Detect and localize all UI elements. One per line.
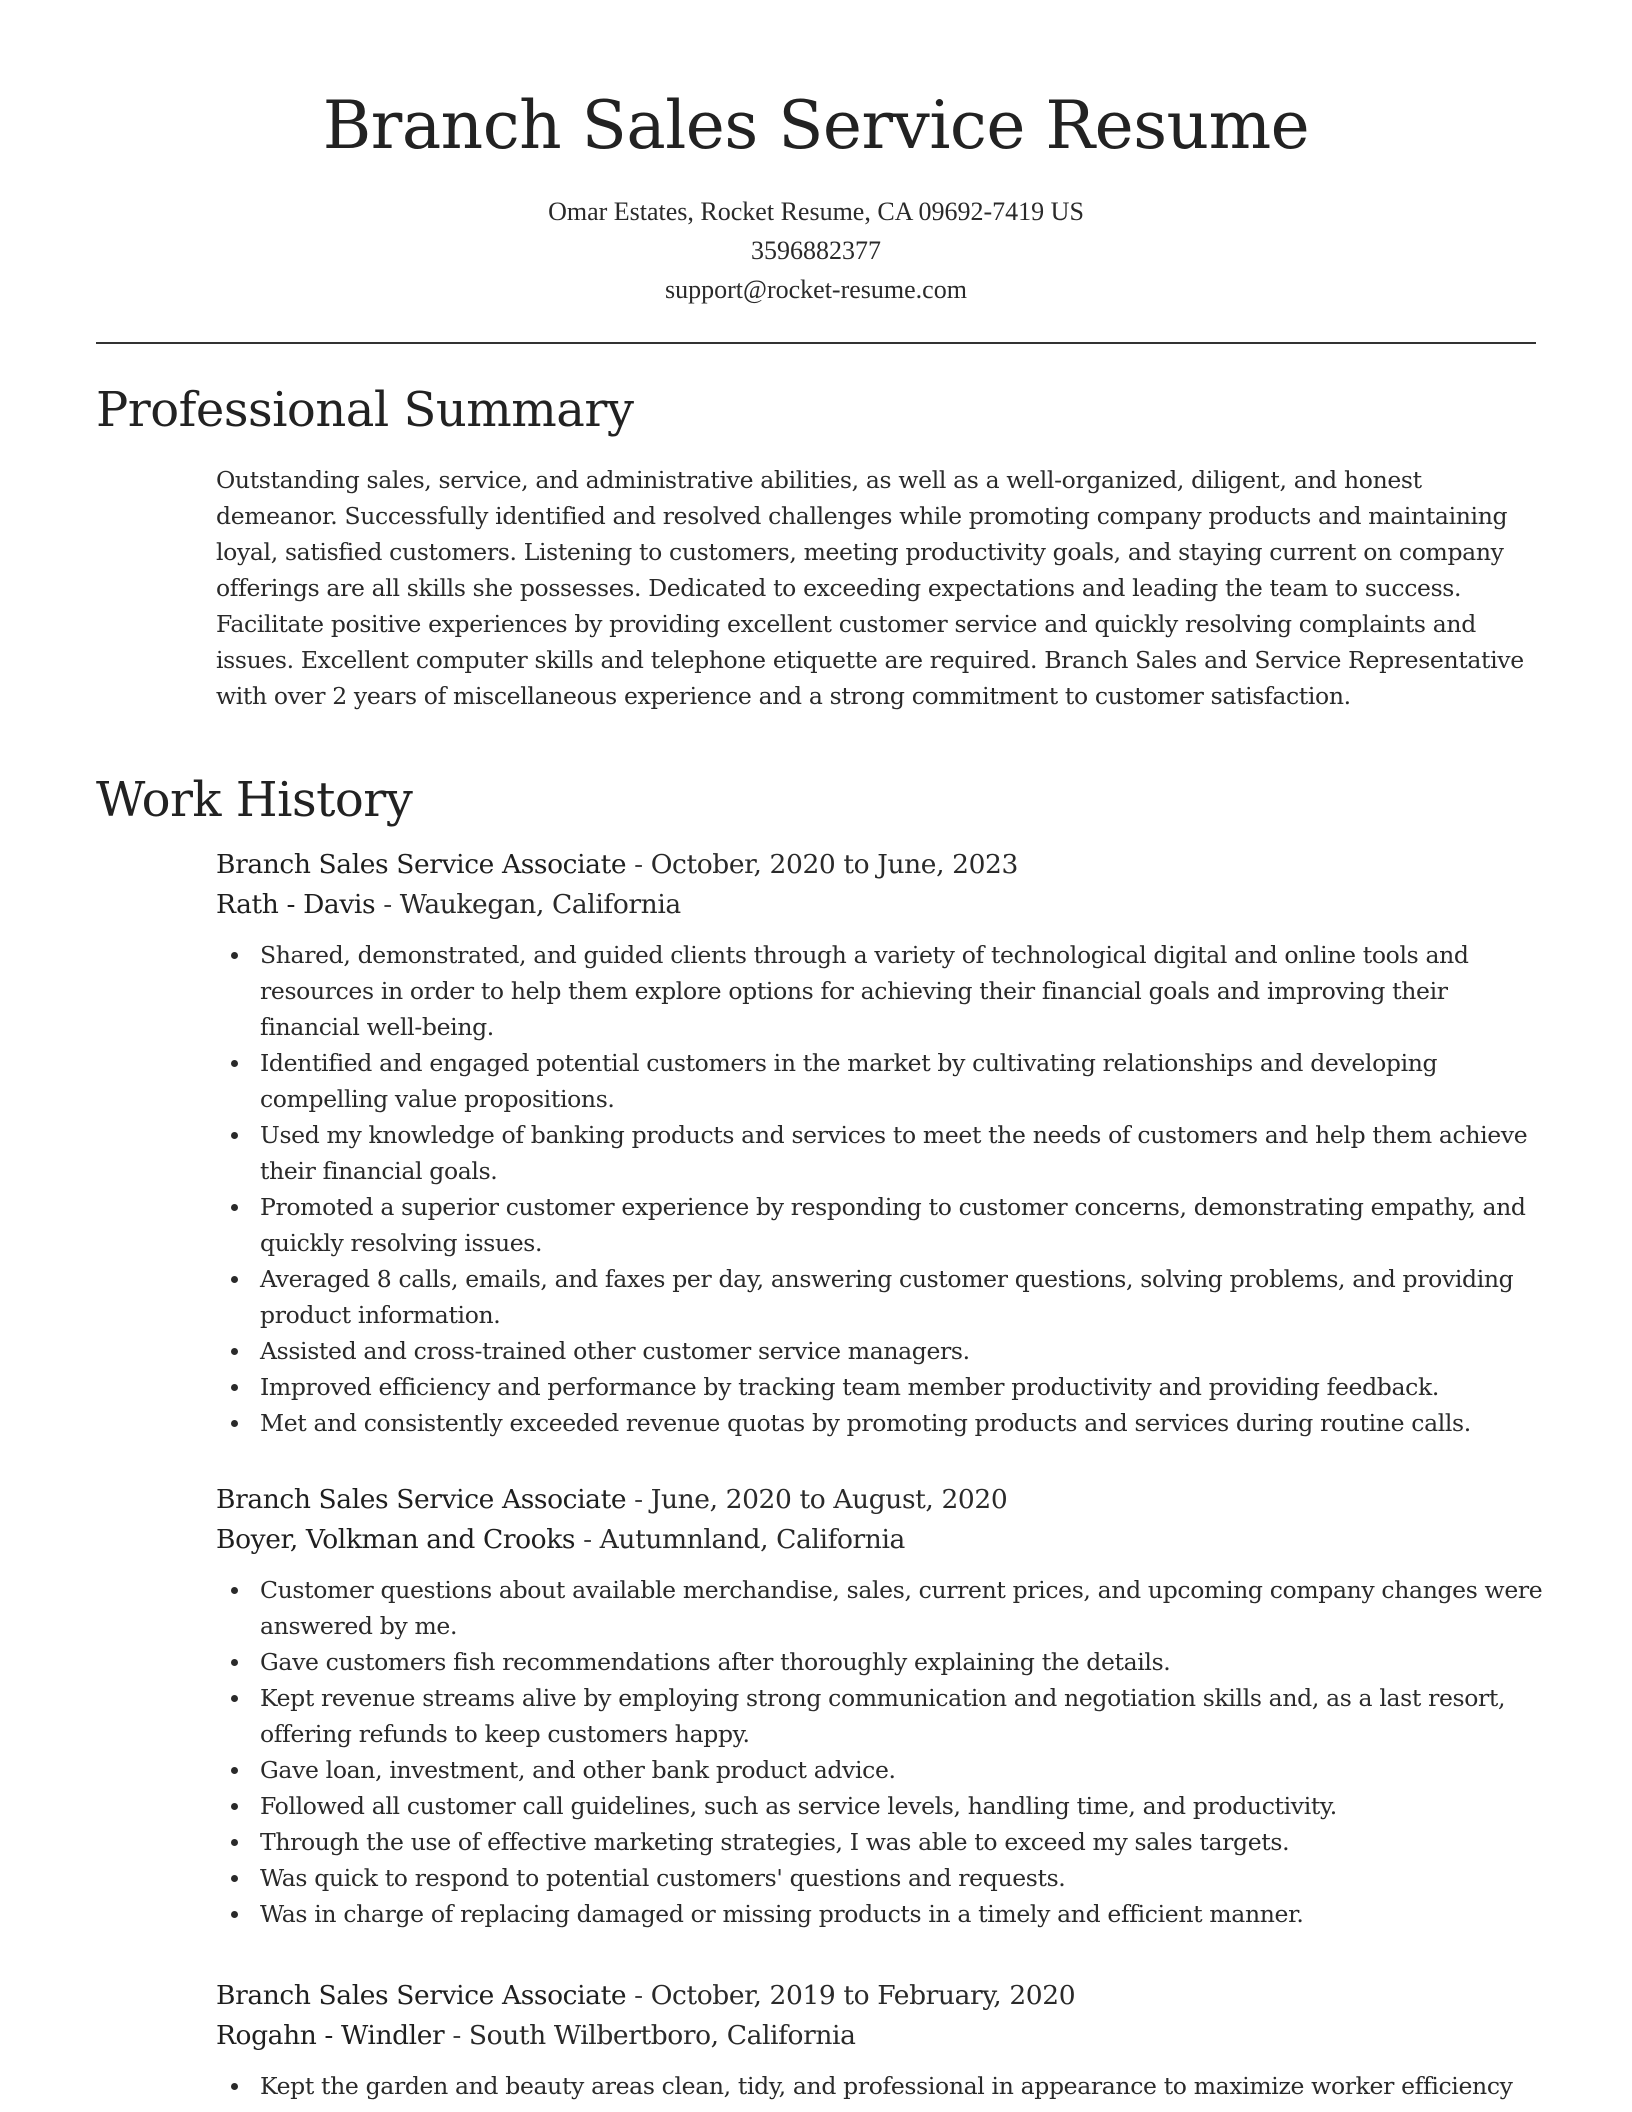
job-separator: - xyxy=(575,1524,600,1555)
job-dates: June, 2020 to August, 2020 xyxy=(650,1484,1008,1515)
job-company: Rogahn - Windler xyxy=(216,2020,445,2051)
bullet-item: Assisted and cross-trained other customer service managers. xyxy=(216,1333,1546,1369)
work-history-heading: Work History xyxy=(96,772,413,828)
bullet-item: Was quick to respond to potential customers' questions and requests. xyxy=(216,1860,1546,1896)
bullet-item: Gave customers fish recommendations after thoroughly explaining the details. xyxy=(216,1644,1546,1680)
resume-header xyxy=(0,78,1632,309)
bullet-item: Improved efficiency and performance by tracking team member productivity and providing feedback. xyxy=(216,1369,1546,1405)
job-bullets xyxy=(216,1572,1546,1932)
job-separator: - xyxy=(626,1980,651,2011)
job-title: Branch Sales Service Associate xyxy=(216,1484,627,1515)
job-company: Boyer, Volkman and Crooks xyxy=(216,1524,576,1555)
contact-address: Omar Estates, Rocket Resume, CA 09692-7419 US xyxy=(548,197,1084,226)
job-company-line xyxy=(216,2016,1546,2056)
bullet-item: Was in charge of replacing damaged or missing products in a timely and efficient manner. xyxy=(216,1896,1546,1932)
job-separator: - xyxy=(375,889,400,920)
bullet-item: Followed all customer call guidelines, such as service levels, handling time, and productivity. xyxy=(216,1788,1546,1824)
job-title: Branch Sales Service Associate xyxy=(216,1980,627,2011)
resume-title: Branch Sales Service Resume xyxy=(322,87,1310,164)
job-company-line xyxy=(216,885,1546,925)
job-entry xyxy=(216,1480,1546,1932)
job-entry xyxy=(216,845,1546,1441)
bullet-item: Averaged 8 calls, emails, and faxes per day, answering customer questions, solving problems, and providing product information. xyxy=(216,1261,1546,1333)
job-separator: - xyxy=(626,1484,651,1515)
bullet-item: Customer questions about available merchandise, sales, current prices, and upcoming company changes were answered by me. xyxy=(216,1572,1546,1644)
job-title-line xyxy=(216,845,1546,885)
job-entry xyxy=(216,1976,1546,2104)
bullet-item: Kept the garden and beauty areas clean, tidy, and professional in appearance to maximize worker efficiency xyxy=(216,2068,1546,2104)
job-separator: - xyxy=(626,849,651,880)
bullet-item: Promoted a superior customer experience by responding to customer concerns, demonstrating empathy, and quickly resolving issues. xyxy=(216,1189,1546,1261)
bullet-item: Identified and engaged potential customers in the market by cultivating relationships and developing compelling value propositions. xyxy=(216,1045,1546,1117)
bullet-item: Met and consistently exceeded revenue quotas by promoting products and services during routine calls. xyxy=(216,1405,1546,1441)
bullet-item: Gave loan, investment, and other bank product advice. xyxy=(216,1752,1546,1788)
bullet-item: Through the use of effective marketing strategies, I was able to exceed my sales targets. xyxy=(216,1824,1546,1860)
job-title-line xyxy=(216,1480,1546,1520)
job-title-line xyxy=(216,1976,1546,2016)
summary-heading: Professional Summary xyxy=(96,382,634,438)
bullet-item: Shared, demonstrated, and guided clients through a variety of technological digital and online tools and resources in order to help them explore options for achieving their financial goals and improving their financial well-being. xyxy=(216,937,1546,1045)
job-company-line xyxy=(216,1520,1546,1560)
summary-text: Outstanding sales, service, and administrative abilities, as well as a well-organized, diligent, and honest demeanor. Successfully identified and resolved challenges while promoting company products and maintaining loyal, satisfied customers. Listening to customers, meeting productivity goals, and staying current on company offerings are all skills she possesses. Dedicated to exceeding expectations and leading the team to success. Facilitate positive experiences by providing excellent customer service and quickly resolving complaints and issues. Excellent computer skills and telephone etiquette are required. Branch Sales and Service Representative with over 2 years of miscellaneous experience and a strong commitment to customer satisfaction. xyxy=(216,466,1524,710)
job-company: Rath - Davis xyxy=(216,889,376,920)
job-location: Autumnland, California xyxy=(599,1524,905,1555)
job-title: Branch Sales Service Associate xyxy=(216,849,627,880)
contact-phone: 3596882377 xyxy=(751,236,881,265)
job-bullets xyxy=(216,937,1546,1441)
bullet-item: Kept revenue streams alive by employing strong communication and negotiation skills and, as a last resort, offering refunds to keep customers happy. xyxy=(216,1680,1546,1752)
job-dates: October, 2020 to June, 2023 xyxy=(650,849,1018,880)
header-divider xyxy=(96,342,1536,344)
job-bullets xyxy=(216,2068,1546,2104)
job-location: South Wilbertboro, California xyxy=(468,2020,856,2051)
job-dates: October, 2019 to February, 2020 xyxy=(650,1980,1076,2011)
job-location: Waukegan, California xyxy=(399,889,681,920)
job-separator: - xyxy=(444,2020,469,2051)
contact-email: support@rocket-resume.com xyxy=(665,275,967,304)
bullet-item: Used my knowledge of banking products and services to meet the needs of customers and help them achieve their financial goals. xyxy=(216,1117,1546,1189)
